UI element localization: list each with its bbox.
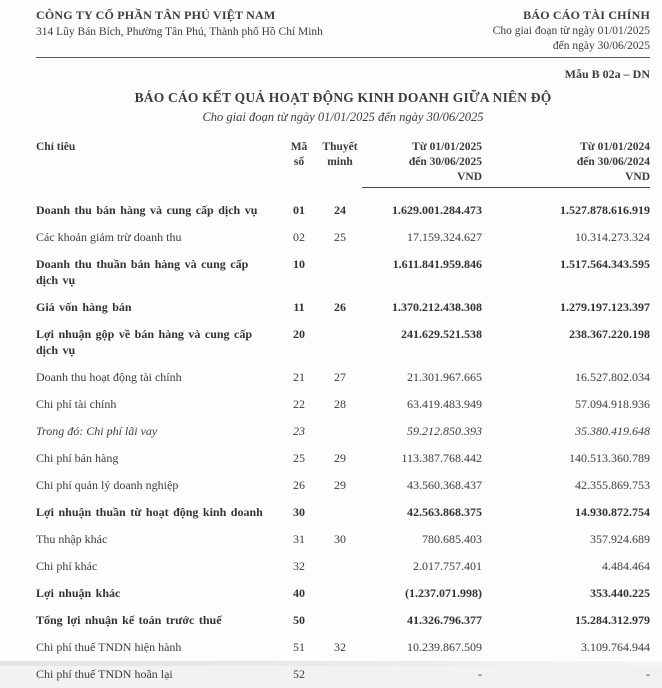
page-subtitle: Cho giai đoạn từ ngày 01/01/2025 đến ngày 30/06/2025: [202, 110, 484, 124]
column-header-period-2025: [362, 140, 482, 188]
row-value-2024: 140.513.360.789: [569, 451, 650, 465]
row-code: 21: [293, 370, 305, 384]
table-row: [36, 418, 650, 445]
row-note: 29: [334, 478, 346, 492]
row-value-2024: 357.924.689: [590, 532, 650, 546]
column-header-label: Chỉ tiêu: [36, 141, 76, 153]
row-label: Thu nhập khác: [36, 532, 108, 546]
report-meta-block: [493, 7, 650, 54]
row-value-2025: 1.629.001.284.473: [392, 203, 482, 217]
period-2025-to: đến 30/06/2025: [408, 156, 482, 168]
row-label: Doanh thu hoạt động tài chính: [36, 370, 182, 384]
row-code: 23: [293, 424, 305, 438]
letterhead: [36, 7, 650, 54]
row-note: [318, 423, 362, 439]
row-note: [318, 558, 362, 574]
row-label: Lợi nhuận khác: [36, 586, 121, 600]
table-row: [36, 607, 650, 634]
row-label: Chi phí bán hàng: [36, 451, 119, 465]
row-code: 01: [293, 203, 305, 217]
table-row: [36, 580, 650, 607]
table-row: [36, 251, 650, 294]
table-row: [36, 197, 650, 224]
column-header-note-line2: minh: [327, 156, 353, 168]
row-note: 30: [334, 532, 346, 546]
row-note: [318, 585, 362, 601]
row-value-2025: 2.017.757.401: [413, 559, 482, 573]
row-label: Lợi nhuận thuần từ hoạt động kinh doanh: [36, 505, 263, 519]
row-value-2025: 1.611.841.959.846: [392, 257, 482, 271]
row-value-2025: 113.387.768.442: [401, 451, 482, 465]
row-note: 25: [334, 230, 346, 244]
row-note: [318, 256, 362, 288]
row-code: 30: [293, 505, 305, 519]
row-label: Doanh thu bán hàng và cung cấp dịch vụ: [36, 203, 258, 217]
table-row: [36, 294, 650, 321]
company-name: CÔNG TY CỔ PHẦN TÂN PHÚ VIỆT NAM: [36, 8, 276, 22]
scan-edge: [0, 661, 662, 666]
table-row: [36, 499, 650, 526]
table-row: [36, 472, 650, 499]
row-value-2024: 1.527.878.616.919: [560, 203, 650, 217]
row-value-2025: 41.326.796.377: [407, 613, 482, 627]
row-note: 28: [334, 397, 346, 411]
row-note: 29: [334, 451, 346, 465]
report-period-line1: Cho giai đoạn từ ngày 01/01/2025: [492, 25, 650, 37]
row-value-2025: 63.419.483.949: [407, 397, 482, 411]
row-note: [318, 666, 362, 682]
row-label: Chi phí thuế TNDN hiện hành: [36, 640, 182, 654]
row-note: [318, 326, 362, 358]
column-header-note: [318, 140, 362, 188]
row-note: 26: [334, 300, 346, 314]
row-value-2025: 21.301.967.665: [407, 370, 482, 384]
row-code: 02: [293, 230, 305, 244]
table-row: [36, 224, 650, 251]
period-2024-to: đến 30/06/2024: [576, 156, 650, 168]
row-code: 25: [293, 451, 305, 465]
table-row: [36, 364, 650, 391]
row-code: 20: [293, 327, 305, 341]
row-value-2024: 1.517.564.343.595: [560, 257, 650, 271]
row-value-2024: 3.109.764.944: [581, 640, 650, 654]
row-code: 51: [293, 640, 305, 654]
column-header-code: [280, 140, 318, 188]
row-value-2025: 10.239.867.509: [407, 640, 482, 654]
row-label: Chi phí khác: [36, 559, 98, 573]
period-2025-from: Từ 01/01/2025: [412, 141, 482, 153]
row-note: 32: [334, 640, 346, 654]
row-note: 24: [334, 203, 346, 217]
row-value-2024: 238.367.220.198: [569, 327, 650, 341]
table-row: [36, 391, 650, 418]
row-value-2025: 43.560.368.437: [407, 478, 482, 492]
row-value-2025: 17.159.324.627: [407, 230, 482, 244]
row-value-2025: 59.212.850.393: [407, 424, 482, 438]
table-header-row: [36, 140, 650, 188]
row-label: Lợi nhuận gộp về bán hàng và cung cấp dịch vụ: [36, 327, 253, 357]
row-value-2024: 16.527.802.034: [575, 370, 650, 384]
table-row: [36, 553, 650, 580]
page-title: BÁO CÁO KẾT QUẢ HOẠT ĐỘNG KINH DOANH GIỮA NIÊN ĐỘ: [134, 90, 552, 105]
column-header-note-line1: Thuyết: [322, 141, 358, 153]
row-value-2024: 1.279.197.123.397: [560, 300, 650, 314]
form-label: Mẫu B 02a – DN: [564, 67, 650, 81]
row-label: Giá vốn hàng bán: [36, 300, 132, 314]
period-2025-unit: VND: [362, 170, 482, 188]
row-value-2024: 4.484.464: [602, 559, 650, 573]
row-code: 50: [293, 613, 305, 627]
column-header-period-2024: [482, 140, 650, 188]
row-label: Chi phí quản lý doanh nghiệp: [36, 478, 179, 492]
row-value-2024: 15.284.312.979: [575, 613, 650, 627]
row-code: 11: [293, 300, 305, 314]
table-row: [36, 634, 650, 661]
row-value-2025: 241.629.521.538: [401, 327, 482, 341]
row-code: 26: [293, 478, 305, 492]
row-code: 10: [293, 257, 305, 271]
row-label: Chi phí thuế TNDN hoãn lại: [36, 667, 173, 681]
table-row: [36, 321, 650, 364]
company-block: [36, 7, 323, 40]
row-value-2024: 42.355.869.753: [575, 478, 650, 492]
row-value-2024: 353.440.225: [590, 586, 650, 600]
table-row: [36, 526, 650, 553]
row-value-2024: 57.094.918.936: [575, 397, 650, 411]
header-divider: [36, 57, 650, 58]
row-value-2024: 14.930.872.754: [575, 505, 650, 519]
row-code: 52: [293, 667, 305, 681]
row-value-2024: 10.314.273.324: [575, 230, 650, 244]
report-table-body: [36, 197, 650, 688]
row-label: Các khoản giảm trừ doanh thu: [36, 230, 182, 244]
row-code: 31: [293, 532, 305, 546]
row-code: 40: [293, 586, 305, 600]
column-header-code-line2: số: [293, 156, 305, 168]
period-2024-from: Từ 01/01/2024: [580, 141, 650, 153]
column-header-code-line1: Mã: [290, 141, 308, 153]
row-value-2025: -: [478, 667, 482, 681]
company-address: 314 Lũy Bán Bích, Phường Tân Phú, Thành phố Hồ Chí Minh: [36, 26, 323, 38]
period-2024-unit: VND: [482, 170, 650, 188]
row-value-2025: 1.370.212.438.308: [392, 300, 482, 314]
row-label: Tổng lợi nhuận kế toán trước thuế: [36, 613, 222, 627]
row-label: Doanh thu thuần bán hàng và cung cấp dịch vụ: [36, 257, 249, 287]
row-value-2024: -: [646, 667, 650, 681]
row-note: [318, 612, 362, 628]
row-label: Chi phí tài chính: [36, 397, 117, 411]
row-value-2025: (1.237.071.998): [405, 586, 482, 600]
row-value-2025: 780.685.403: [422, 532, 482, 546]
row-note: [318, 504, 362, 520]
row-note: 27: [334, 370, 346, 384]
row-label: Trong đó: Chi phí lãi vay: [36, 424, 158, 438]
row-value-2025: 42.563.868.375: [407, 505, 482, 519]
report-type: BÁO CÁO TÀI CHÍNH: [523, 8, 650, 22]
row-code: 32: [293, 559, 305, 573]
report-period-line2: đến ngày 30/06/2025: [552, 40, 650, 52]
row-value-2024: 35.380.419.648: [575, 424, 650, 438]
table-row: [36, 445, 650, 472]
row-code: 22: [293, 397, 305, 411]
